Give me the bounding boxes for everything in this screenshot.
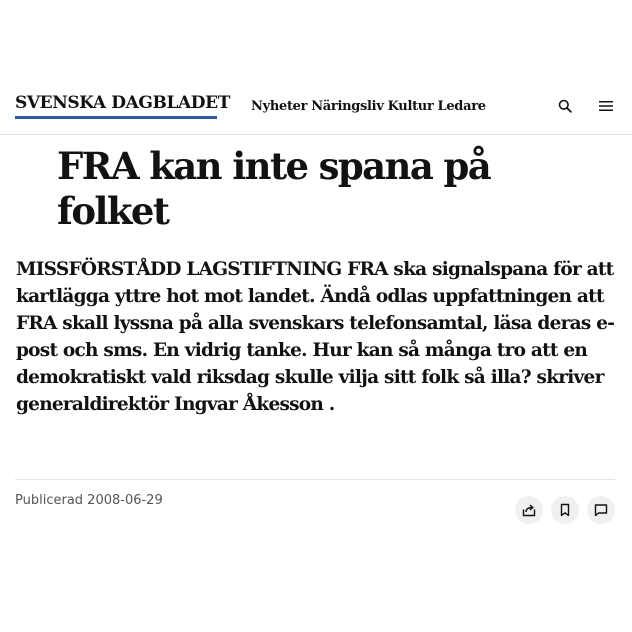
comment-button[interactable] [587,496,615,524]
comment-icon [594,503,608,517]
nav-item-naringsliv[interactable]: Näringsliv [311,99,384,114]
search-icon [558,99,572,113]
article-divider [15,479,615,480]
search-button[interactable] [555,96,575,116]
article-lead: MISSFÖRSTÅDD LAGSTIFTNING FRA ska signalspana för att kartlägga yttre hot mot landet. Ändå odlas uppfattningen att FRA skall lyssna på alla svenskars telefonsamtal, läsa deras e-post och sms. En vidrig tanke. Hur kan så många tro att en demokratiskt vald riksdag skulle vilja sitt folk så illa? skriver generaldirektör Ingvar Åkesson . [16,259,615,415]
article-headline: FRA kan inte spana på folket [57,144,491,233]
nav-item-nyheter[interactable]: Nyheter [251,99,308,114]
share-icon [522,503,536,517]
nav-item-kultur[interactable]: Kultur [387,99,434,114]
bookmark-button[interactable] [551,496,579,524]
site-logo[interactable]: SVENSKA DAGBLADET [15,93,230,113]
hamburger-menu-icon [599,100,613,112]
nav-item-ledare[interactable]: Ledare [437,99,486,114]
logo-underline [15,116,217,119]
site-header [0,84,632,135]
main-nav [251,99,486,114]
share-button[interactable] [515,496,543,524]
bookmark-icon [559,503,571,517]
menu-button[interactable] [596,96,616,116]
publish-date: Publicerad 2008-06-29 [15,493,163,508]
